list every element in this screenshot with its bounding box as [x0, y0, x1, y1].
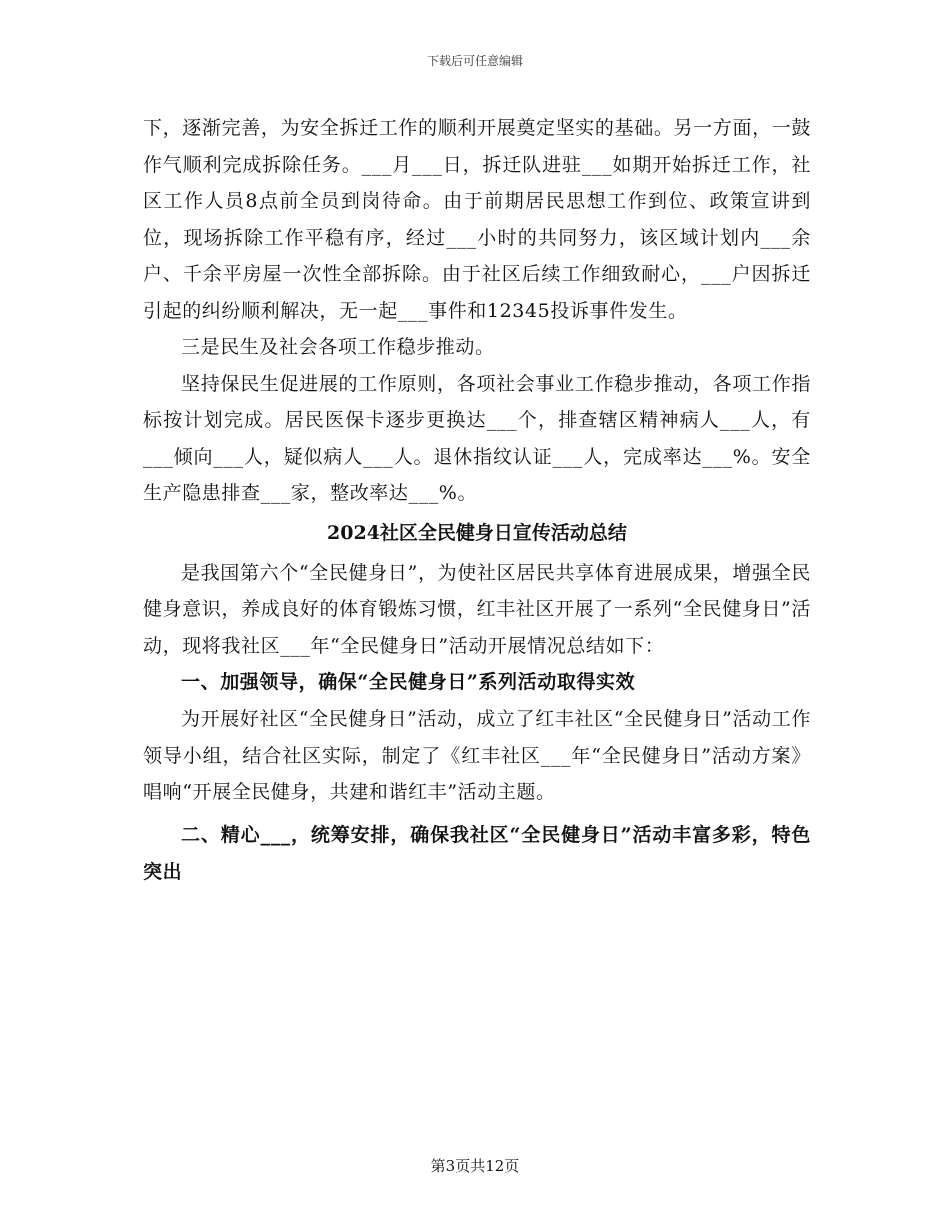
paragraph-leadership-group: 为开展好社区“全民健身日”活动，成立了红丰社区“全民健身日”活动工作领导小组，结合社区实际，制定了《红丰社区___年“全民健身日”活动方案》唱响“开展全民健身，共建和谐红丰”活动主题。 — [143, 708, 811, 803]
document-body — [143, 110, 811, 891]
section-heading-leadership: 一、加强领导，确保“全民健身日”系列活动取得实效 — [181, 671, 636, 693]
page-number: 第3页共12页 — [430, 1157, 520, 1175]
paragraph-social-affairs: 坚持保民生促进展的工作原则，各项社会事业工作稳步推动，各项工作指标按计划完成。居民医保卡逐步更换达___个，排查辖区精神病人___人，有___倾向___人，疑似病人___人。退休指纹认证___人，完成率达___%。安全生产隐患排查___家，整改率达___%。 — [143, 372, 811, 504]
page-header-note: 下载后可任意编辑 — [426, 54, 523, 68]
paragraph-introduction: 是我国第六个“全民健身日”，为使社区居民共享体育进展成果，增强全民健身意识，养成良好的体育锻炼习惯，红丰社区开展了一系列“全民健身日”活动，现将我社区___年“全民健身日”活动开展情况总结如下： — [143, 561, 811, 657]
document-title: 2024社区全民健身日宣传活动总结 — [327, 521, 627, 544]
section-heading-organization: 二、精心___，统筹安排，确保我社区“全民健身日”活动丰富多彩，特色突出 — [143, 823, 811, 883]
paragraph-livelihood-heading: 三是民生及社会各项工作稳步推动。 — [181, 336, 495, 358]
paragraph-demolition-work: 下，逐渐完善，为安全拆迁工作的顺利开展奠定坚实的基础。另一方面，一鼓作气顺利完成拆除任务。___月___日，拆迁队进驻___如期开始拆迁工作，社区工作人员8点前全员到岗待命。由于前期居民思想工作到位、政策宣讲到位，现场拆除工作平稳有序，经过___小时的共同努力，该区域计划内___余户、千余平房屋一次性全部拆除。由于社区后续工作细致耐心，___户因拆迁引起的纠纷顺利解决，无一起___事件和12345投诉事件发生。 — [143, 117, 811, 322]
